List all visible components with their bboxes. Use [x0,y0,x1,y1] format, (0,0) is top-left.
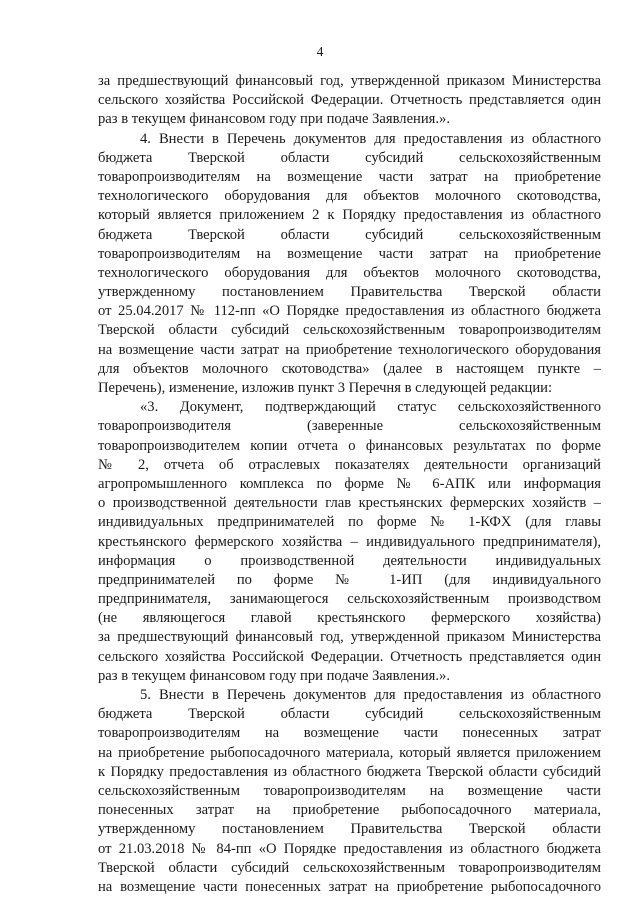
text-line: предпринимателей по форме № 1-ИП (для индивидуального [98,571,601,588]
text-line: товаропроизводителем копии отчета о финансовых результатах по форме [98,437,601,454]
document-body [98,72,601,897]
text-line: индивидуальных предпринимателей по форме № 1-КФХ (для главы [98,514,601,531]
text-line: за предшествующий финансовый год, утвержденной приказом Министерства [98,629,601,646]
text-line: технологического оборудования для объектов молочного скотоводства, [98,188,601,205]
text-line: сельскохозяйственным товаропроизводителям на возмещение части [98,782,601,799]
text-line: утвержденному постановлением Правительства Тверской области [98,821,601,838]
text-line: к Порядку предоставления из областного бюджета Тверской области субсидий [98,763,601,780]
text-line: от 21.03.2018 № 84-пп «О Порядке предоставления из областного бюджета [98,840,601,857]
text-line: на приобретение рыбопосадочного материала, который является приложением [98,744,601,761]
text-line: товаропроизводителям на возмещение части затрат на приобретение [98,168,601,185]
text-line: 5. Внести в Перечень документов для предоставления из областного [140,687,601,703]
text-line: за предшествующий финансовый год, утвержденной приказом Министерства [98,73,601,89]
text-line: «3. Документ, подтверждающий статус сельскохозяйственного [140,399,601,416]
text-line: Тверской области субсидий сельскохозяйственным товаропроизводителям [98,322,601,339]
text-line: агропромышленного комплекса по форме № 6-АПК или информация [98,475,601,492]
text-line: на возмещение части затрат на приобретение технологического оборудования [98,341,601,358]
text-line: раз в текущем финансовом году при подаче Заявления.». [98,667,450,684]
text-line: бюджета Тверской области субсидий сельскохозяйственным [98,706,601,723]
text-line: понесенных затрат на приобретение рыбопосадочного материала, [98,802,601,819]
text-line: раз в текущем финансовом году при подаче Заявления.». [98,111,450,128]
text-line: товаропроизводителя (заверенные сельскохозяйственным [98,418,601,435]
text-line: бюджета Тверской области субсидий сельскохозяйственным [98,149,601,166]
text-line: товаропроизводителям на возмещение части понесенных затрат [98,725,601,742]
text-line: Тверской области субсидий сельскохозяйственным товаропроизводителям [98,859,601,876]
text-line: на возмещение части понесенных затрат на приобретение рыбопосадочного [98,878,601,895]
text-line: о производственной деятельности глав крестьянских фермерских хозяйств – [98,495,601,512]
text-line: сельского хозяйства Российской Федерации. Отчетность представляется один [98,648,601,665]
text-line: Перечень), изменение, изложив пункт 3 Перечня в следующей редакции: [98,380,553,396]
text-line: информация о производственной деятельности индивидуальных [98,552,601,569]
text-line: № 2, отчета об отраслевых показателях деятельности организаций [98,456,601,473]
text-line: утвержденному постановлением Правительства Тверской области [98,284,601,301]
text-line: крестьянского фермерского хозяйства – индивидуального предпринимателя), [98,533,601,550]
text-line: для объектов молочного скотоводства» (далее в настоящем пункте – [98,360,601,377]
text-line: сельского хозяйства Российской Федерации. Отчетность представляется один [98,92,601,109]
text-line: товаропроизводителям на возмещение части затрат на приобретение [98,245,601,262]
text-line: предпринимателя, занимающегося сельскохозяйственным производством [98,591,601,608]
text-line: который является приложением 2 к Порядку предоставления из областного [98,207,601,224]
text-line: (не являющегося главой крестьянского фермерского хозяйства) [98,610,601,627]
page-number: 4 [316,44,324,59]
text-line: бюджета Тверской области субсидий сельскохозяйственным [98,226,601,243]
text-line: от 25.04.2017 № 112-пп «О Порядке предоставления из областного бюджета [98,303,601,320]
text-line: 4. Внести в Перечень документов для предоставления из областного [140,130,601,147]
text-line: технологического оборудования для объектов молочного скотоводства, [98,264,601,281]
